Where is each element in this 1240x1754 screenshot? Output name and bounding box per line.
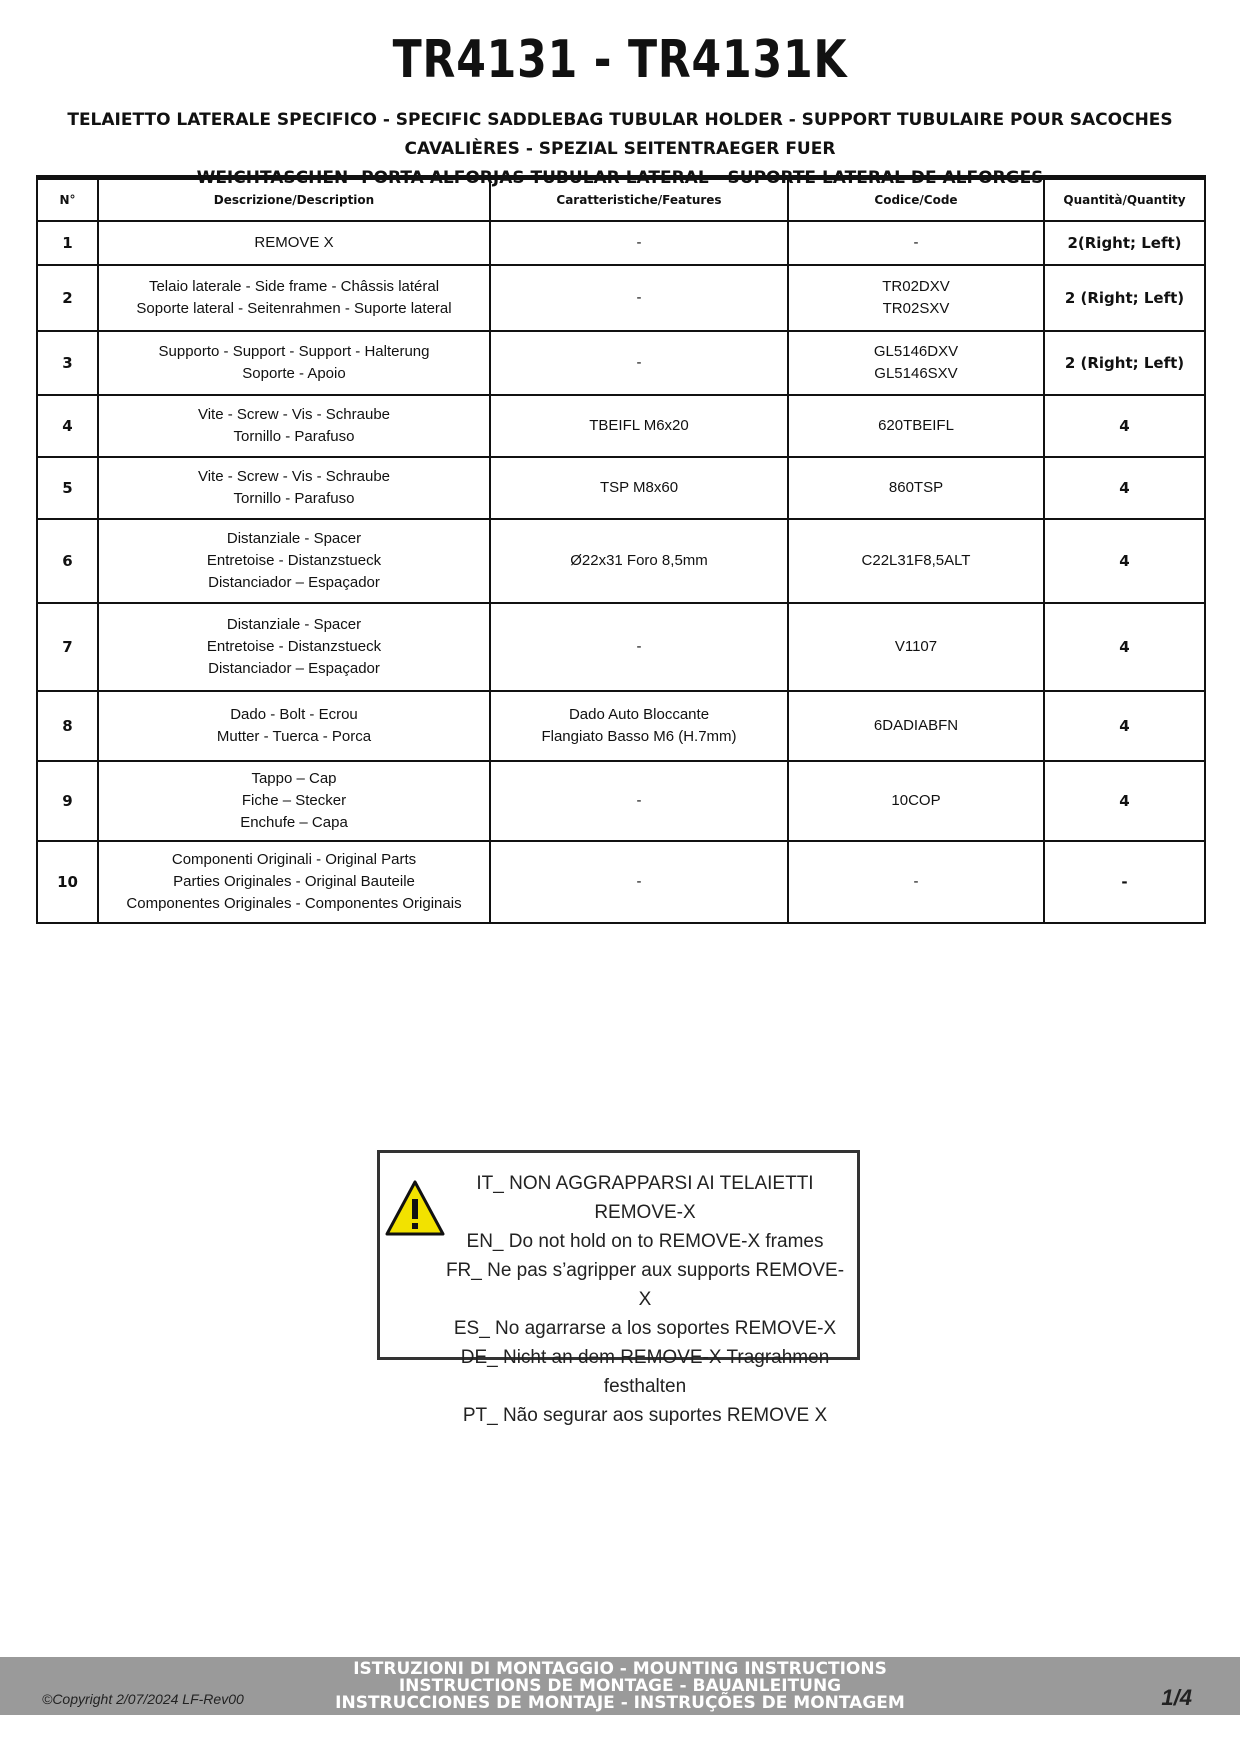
table-row — [37, 395, 1205, 457]
description-cell — [98, 691, 490, 761]
description-cell-line: Distanziale - Spacer — [226, 530, 362, 547]
code-cell-line: TR02SXV — [882, 300, 950, 317]
features-cell-line: - — [636, 354, 642, 371]
description-cell-line: REMOVE X — [254, 234, 334, 251]
row-number: 3 — [37, 331, 98, 395]
page-number: 1/4 — [1161, 1685, 1192, 1710]
quantity-cell: 2 (Right; Left) — [1044, 331, 1205, 395]
code-cell-line: 620TBEIFL — [878, 417, 954, 434]
header-features: Caratteristiche/Features — [490, 178, 788, 222]
quantity-cell: 4 — [1044, 457, 1205, 519]
code-cell — [788, 841, 1044, 923]
code-cell-line: - — [913, 873, 919, 890]
table-row — [37, 457, 1205, 519]
description-cell-line: Distanziale - Spacer — [226, 616, 362, 633]
description-cell-line: Componenti Originali - Original Parts — [171, 851, 417, 868]
description-cell — [98, 221, 490, 265]
warning-line-it: IT_ NON AGGRAPPARSI AI TELAIETTI REMOVE-X — [476, 1173, 814, 1223]
features-cell-line: TSP M8x60 — [599, 479, 679, 496]
description-cell-line: Componentes Originales - Componentes Originais — [126, 895, 462, 912]
row-number: 5 — [37, 457, 98, 519]
code-cell-line: GL5146SXV — [874, 365, 958, 382]
features-cell — [490, 457, 788, 519]
table-row — [37, 221, 1205, 265]
header-number: N° — [37, 178, 98, 222]
warning-box — [377, 1150, 860, 1426]
parts-table-body — [37, 221, 1205, 923]
description-cell — [98, 265, 490, 331]
code-cell-line: 860TSP — [888, 479, 944, 496]
header-code: Codice/Code — [788, 178, 1044, 222]
description-cell — [98, 457, 490, 519]
row-number: 8 — [37, 691, 98, 761]
code-cell-line: - — [913, 234, 919, 251]
description-cell-line: Tornillo - Parafuso — [233, 428, 355, 445]
header-description: Descrizione/Description — [98, 178, 490, 222]
description-cell-line: Entretoise - Distanzstueck — [206, 552, 382, 569]
code-cell — [788, 691, 1044, 761]
quantity-cell: 4 — [1044, 691, 1205, 761]
footer-line: INSTRUCTIONS DE MONTAGE - BAUANLEITUNG — [398, 1676, 842, 1696]
table-row — [37, 519, 1205, 603]
quantity-cell: 2(Right; Left) — [1044, 221, 1205, 265]
description-cell-line: Vite - Screw - Vis - Schraube — [197, 468, 391, 485]
code-cell — [788, 761, 1044, 841]
warning-line-fr: FR_ Ne pas s’agripper aux supports REMOVE-X — [445, 1260, 845, 1310]
parts-table — [36, 175, 1206, 924]
table-row — [37, 603, 1205, 691]
description-cell-line: Distanciador – Espaçador — [208, 574, 380, 591]
document-title: TR4131 - TR4131K — [392, 30, 848, 90]
warning-line-pt: PT_ Não segurar aos suportes REMOVE X — [462, 1405, 828, 1426]
quantity-cell: - — [1044, 841, 1205, 923]
code-cell — [788, 331, 1044, 395]
table-row — [37, 265, 1205, 331]
code-cell — [788, 603, 1044, 691]
features-cell — [490, 761, 788, 841]
description-cell-line: Fiche – Stecker — [241, 792, 347, 809]
row-number: 1 — [37, 221, 98, 265]
features-cell-line: - — [636, 792, 642, 809]
features-cell-line: Ø22x31 Foro 8,5mm — [570, 552, 708, 569]
code-cell-line: 6DADIABFN — [873, 717, 959, 734]
features-cell — [490, 691, 788, 761]
row-number: 9 — [37, 761, 98, 841]
description-cell-line: Entretoise - Distanzstueck — [206, 638, 382, 655]
row-number: 7 — [37, 603, 98, 691]
description-cell-line: Soporte lateral - Seitenrahmen - Suporte lateral — [136, 300, 452, 317]
description-cell-line: Distanciador – Espaçador — [208, 660, 380, 677]
code-cell — [788, 395, 1044, 457]
description-cell-line: Telaio laterale - Side frame - Châssis latéral — [148, 278, 440, 295]
warning-triangle-icon — [384, 1179, 446, 1237]
description-cell — [98, 603, 490, 691]
features-cell — [490, 841, 788, 923]
row-number: 6 — [37, 519, 98, 603]
description-cell-line: Vite - Screw - Vis - Schraube — [197, 406, 391, 423]
quantity-cell: 4 — [1044, 519, 1205, 603]
code-cell-line: 10COP — [891, 792, 941, 809]
features-cell — [490, 331, 788, 395]
description-cell-line: Tappo – Cap — [251, 770, 337, 787]
code-cell — [788, 457, 1044, 519]
features-cell — [490, 221, 788, 265]
code-cell-line: C22L31F8,5ALT — [861, 552, 971, 569]
row-number: 2 — [37, 265, 98, 331]
code-cell — [788, 519, 1044, 603]
features-cell-line: Dado Auto Bloccante — [568, 706, 710, 723]
warning-line-en: EN_ Do not hold on to REMOVE-X frames — [466, 1231, 824, 1252]
footer-line: ISTRUZIONI DI MONTAGGIO - MOUNTING INSTRUCTIONS — [353, 1659, 887, 1679]
description-cell-line: Mutter - Tuerca - Porca — [216, 728, 372, 745]
features-cell-line: TBEIFL M6x20 — [589, 417, 689, 434]
table-row — [37, 331, 1205, 395]
row-number: 4 — [37, 395, 98, 457]
features-cell — [490, 395, 788, 457]
description-cell-line: Soporte - Apoio — [242, 365, 346, 382]
description-cell-line: Enchufe – Capa — [240, 814, 348, 831]
code-cell-line: V1107 — [894, 638, 938, 655]
warning-line-es: ES_ No agarrarse a los soportes REMOVE-X — [453, 1318, 837, 1339]
features-cell — [490, 603, 788, 691]
quantity-cell: 4 — [1044, 395, 1205, 457]
table-row — [37, 841, 1205, 923]
description-cell-line: Dado - Bolt - Ecrou — [230, 706, 358, 723]
footer-line: INSTRUCCIONES DE MONTAJE - INSTRUÇÕES DE MONTAGEM — [335, 1693, 905, 1713]
copyright-notice: ©Copyright 2/07/2024 LF-Rev00 — [42, 1691, 244, 1707]
code-cell-line: GL5146DXV — [873, 343, 959, 360]
warning-text — [440, 1169, 850, 1430]
features-cell-line: - — [636, 234, 642, 251]
description-cell — [98, 519, 490, 603]
warning-line-de: DE_ Nicht an dem REMOVE-X Tragrahmen festhalten — [460, 1347, 830, 1397]
quantity-cell: 4 — [1044, 603, 1205, 691]
quantity-cell: 4 — [1044, 761, 1205, 841]
features-cell — [490, 519, 788, 603]
quantity-cell: 2 (Right; Left) — [1044, 265, 1205, 331]
features-cell-line: - — [636, 873, 642, 890]
features-cell-line: - — [636, 289, 642, 306]
footer-bar — [0, 1657, 1240, 1715]
table-row — [37, 761, 1205, 841]
description-cell — [98, 841, 490, 923]
table-row — [37, 691, 1205, 761]
description-cell-line: Parties Originales - Original Bauteile — [173, 873, 415, 890]
header-quantity: Quantità/Quantity — [1044, 178, 1205, 222]
description-cell — [98, 395, 490, 457]
description-cell — [98, 331, 490, 395]
table-header-row — [37, 178, 1205, 222]
features-cell — [490, 265, 788, 331]
subtitle-line: WEICHTASCHEN -PORTA ALFORJAS TUBULAR LATERAL - SUPORTE LATERAL DE ALFORGES — [196, 168, 1044, 188]
description-cell — [98, 761, 490, 841]
description-cell-line: Tornillo - Parafuso — [233, 490, 355, 507]
code-cell — [788, 221, 1044, 265]
code-cell-line: TR02DXV — [882, 278, 950, 295]
row-number: 10 — [37, 841, 98, 923]
features-cell-line: - — [636, 638, 642, 655]
description-cell-line: Supporto - Support - Support - Halterung — [158, 343, 430, 360]
features-cell-line: Flangiato Basso M6 (H.7mm) — [541, 728, 737, 745]
code-cell — [788, 265, 1044, 331]
subtitle-line: TELAIETTO LATERALE SPECIFICO - SPECIFIC SADDLEBAG TUBULAR HOLDER - SUPPORT TUBULAIRE POUR SACOCHES CAVALIÈRES - SPEZIAL SEITENTRAEGER FUER — [67, 110, 1173, 159]
